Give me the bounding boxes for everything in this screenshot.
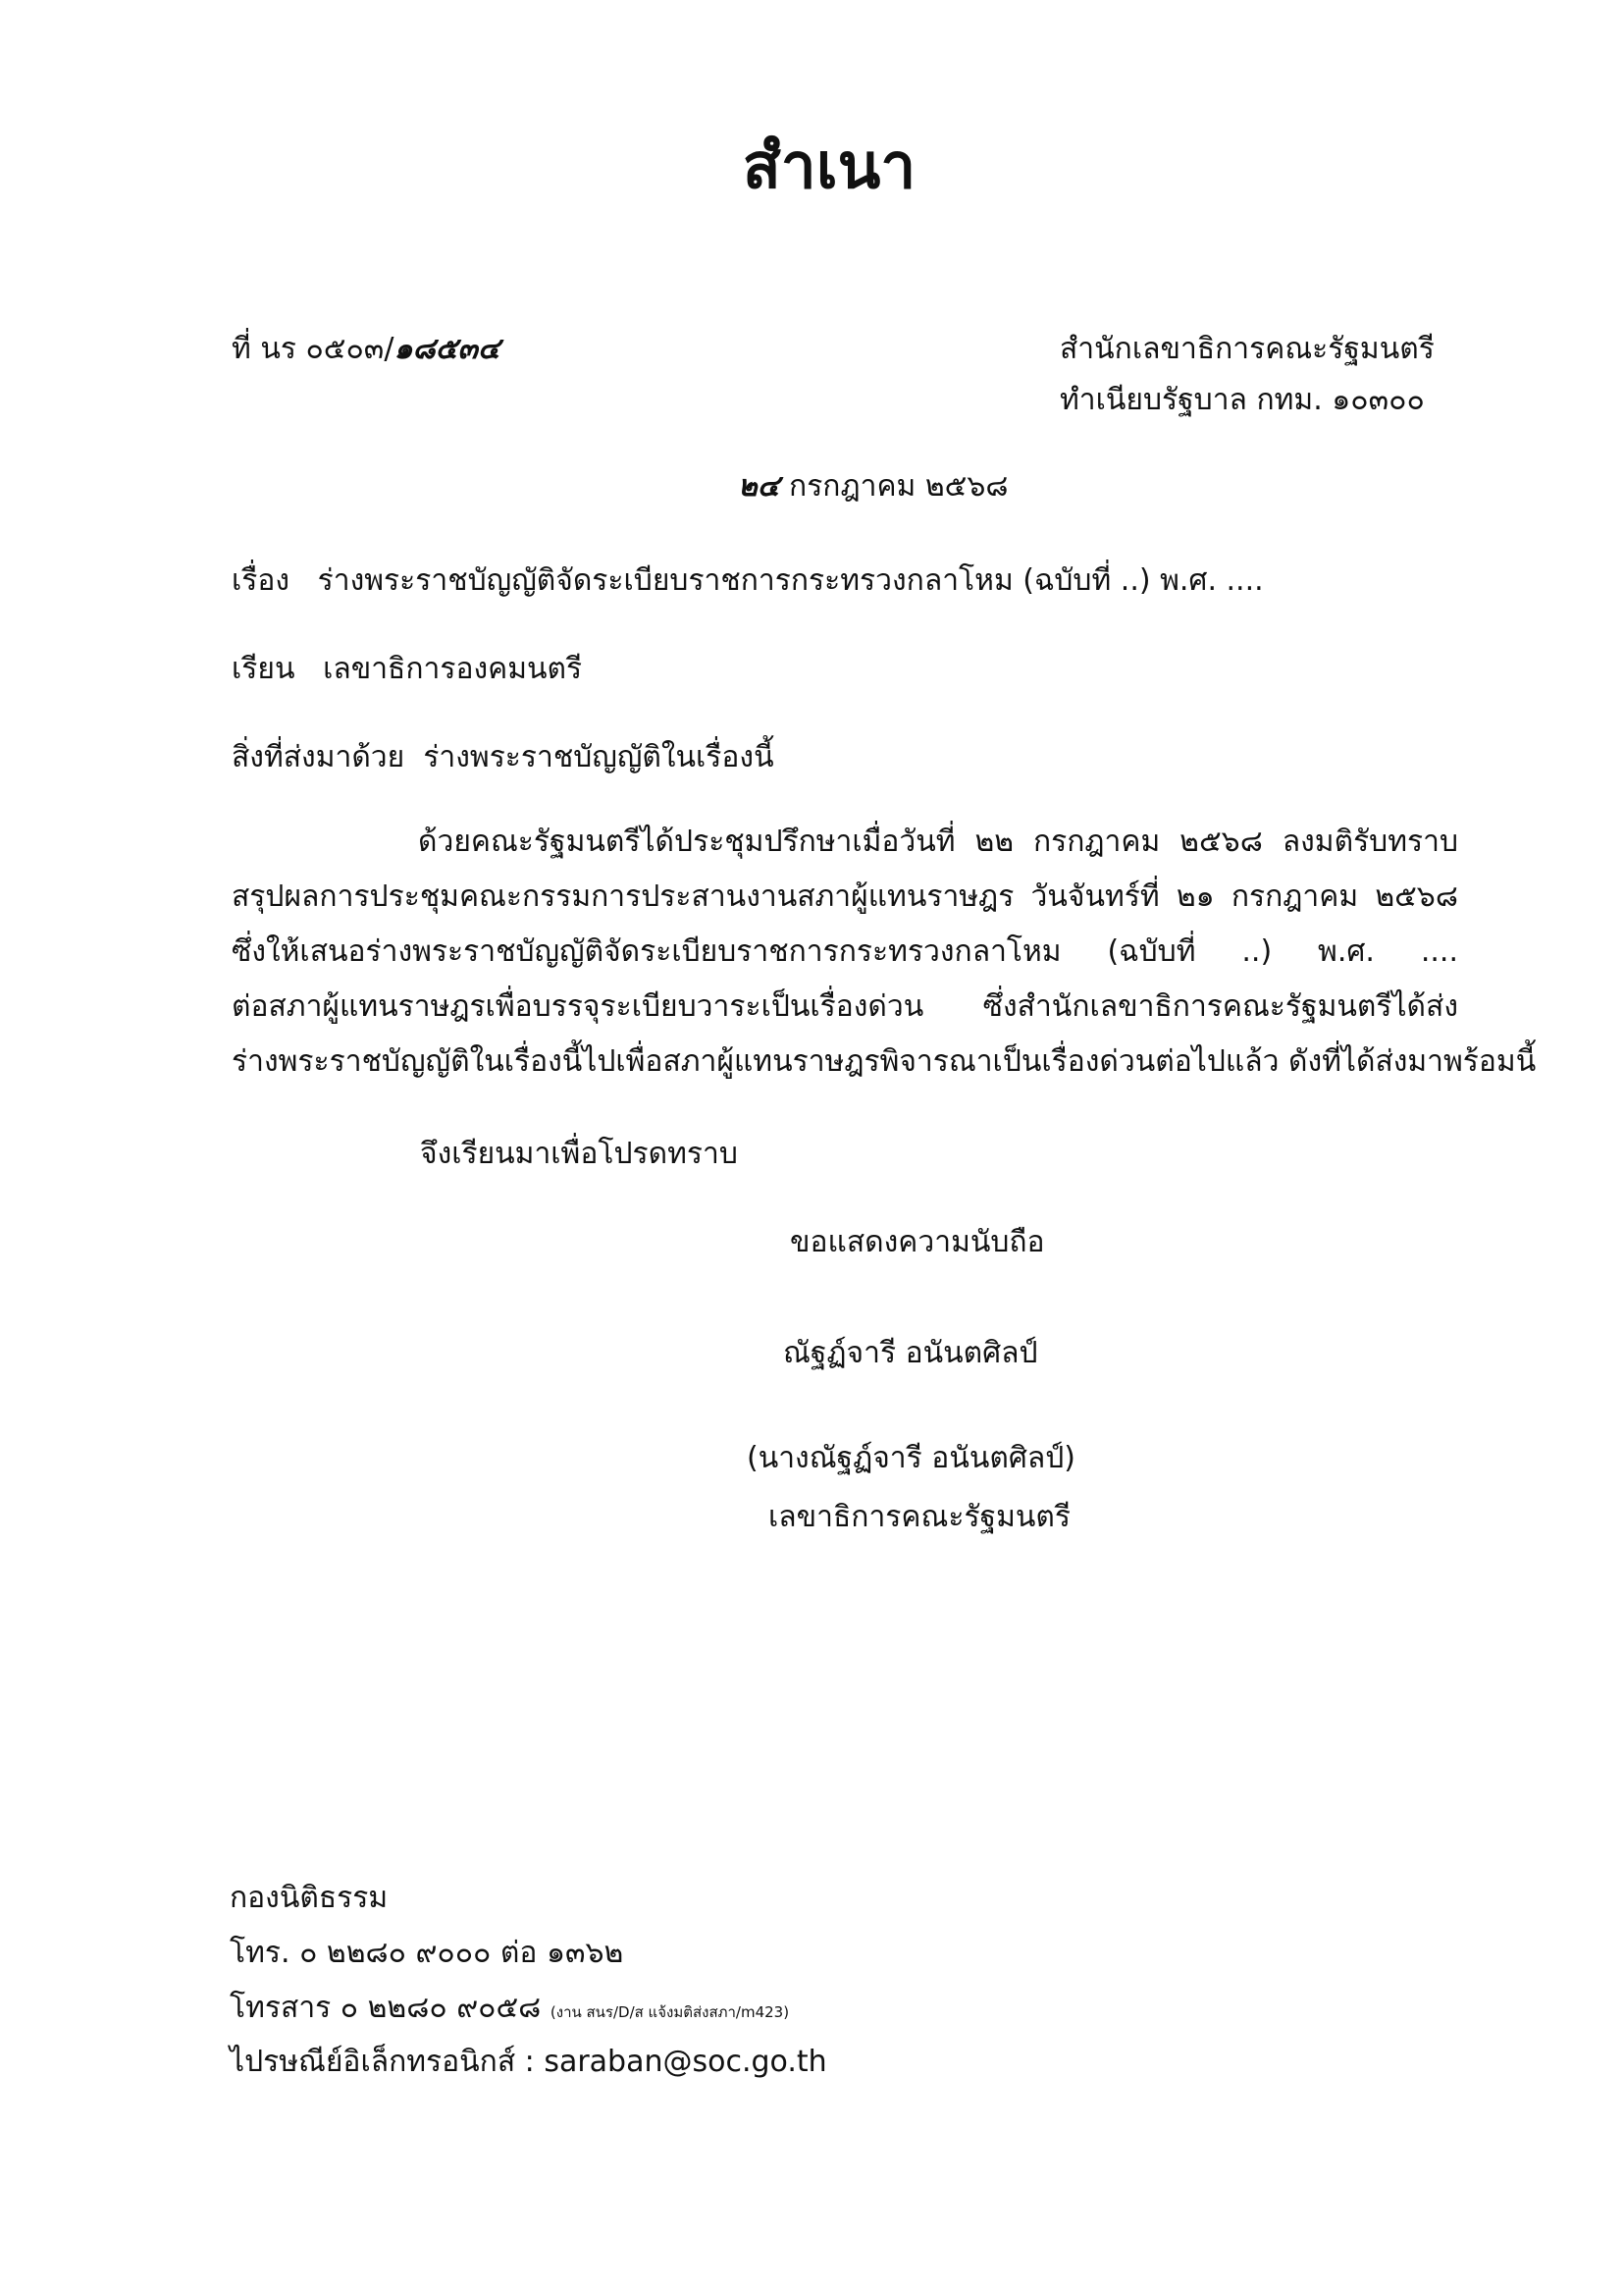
body-line: ร่างพระราชบัญญัติในเรื่องนี้ไปเพื่อสภาผู้แทนราษฎรพิจารณาเป็นเรื่องด่วนต่อไปแล้ว ดังที่ได้ส่งมาพร้อมนี้ (232, 1044, 1537, 1079)
subject-line (232, 558, 1264, 604)
body-line: สรุปผลการประชุมคณะกรรมการประสานงานสภาผู้แทนราษฎร วันจันทร์ที่ ๒๑ กรกฎาคม ๒๕๖๘ (232, 879, 1458, 914)
ref-label: ที่ (232, 332, 251, 366)
enclosure-label: สิ่งที่ส่งมาด้วย (232, 740, 405, 774)
letter-date (738, 463, 1009, 509)
footer-phone: โทร. ๐ ๒๒๘๐ ๙๐๐๐ ต่อ ๑๓๖๒ (230, 1936, 624, 1970)
fax-number: โทรสาร ๐ ๒๒๘๐ ๙๐๕๘ (230, 1991, 542, 2025)
date-day-handwritten: ๒๔ (738, 469, 780, 504)
ref-prefix: นร ๐๕๐๓/ (260, 332, 394, 366)
body-line: ซึ่งให้เสนอร่างพระราชบัญญัติจัดระเบียบราชการกระทรวงกลาโหม (ฉบับที่ ..) พ.ศ. .... (232, 934, 1458, 969)
enclosure-text: ร่างพระราชบัญญัติในเรื่องนี้ (423, 740, 774, 774)
footer-division: กองนิติธรรม (230, 1881, 389, 1915)
subject-text: ร่างพระราชบัญญัติจัดระเบียบราชการกระทรวงกลาโหม (ฉบับที่ ..) พ.ศ. .... (317, 563, 1264, 598)
reference-number (232, 326, 500, 372)
body-line: ด้วยคณะรัฐมนตรีได้ประชุมปรึกษาเมื่อวันที่ ๒๒ กรกฎาคม ๒๕๖๘ ลงมติรับทราบ (418, 825, 1458, 859)
subject-label: เรื่อง (232, 563, 290, 598)
body-paragraph (232, 815, 1537, 1090)
recipient-text: เลขาธิการองคมนตรี (323, 652, 583, 686)
signature: ณัฐฏ์จารี อนันตศิลป์ (783, 1336, 1038, 1370)
recipient-label: เรียน (232, 652, 295, 686)
signer-name: (นางณัฐฏ์จารี อนันตศิลป์) (747, 1441, 1075, 1475)
salutation: ขอแสดงความนับถือ (790, 1225, 1045, 1259)
ref-handwritten-number: ๑๘๕๓๔ (393, 332, 500, 366)
fax-note: (งาน สนร/D/ส แจ้งมติส่งสภา/m423) (550, 2003, 790, 2021)
footer-email: ไปรษณีย์อิเล็กทรอนิกส์ : saraban@soc.go.th (230, 2045, 827, 2079)
footer-fax (230, 1985, 789, 2031)
sender-address-line-2: ทำเนียบรัฐบาล กทม. ๑๐๓๐๐ (1060, 383, 1425, 417)
recipient-line (232, 646, 582, 692)
closing-request: จึงเรียนมาเพื่อโปรดทราบ (420, 1137, 738, 1171)
sender-address-line-1: สำนักเลขาธิการคณะรัฐมนตรี (1060, 332, 1435, 366)
enclosure-line (232, 734, 774, 780)
signer-title: เลขาธิการคณะรัฐมนตรี (768, 1500, 1071, 1534)
body-line: ต่อสภาผู้แทนราษฎรเพื่อบรรจุระเบียบวาระเป็นเรื่องด่วน ซึ่งสำนักเลขาธิการคณะรัฐมนตรีได้ส่ง (232, 989, 1458, 1024)
copy-stamp-title: สำเนา (742, 131, 917, 203)
date-month-year: กรกฎาคม ๒๕๖๘ (789, 469, 1009, 504)
